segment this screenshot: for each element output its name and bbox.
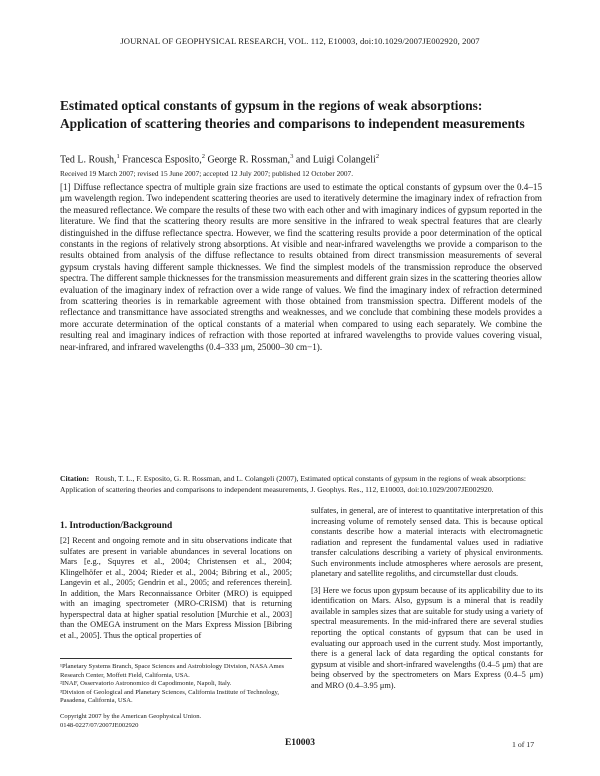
received-dates: Received 19 March 2007; revised 15 June 2007; accepted 12 July 2007; published 12 October 2007.	[60, 169, 354, 178]
copyright-block	[60, 713, 201, 730]
paragraph-number: [1]	[60, 182, 71, 192]
author-affiliation-mark: 1	[116, 153, 120, 160]
footnotes	[60, 658, 292, 706]
body-paragraph: [3] Here we focus upon gypsum because of its applicability due to its identification on Mars. Also, gypsum is a mineral that is readily available in samples sizes that are suitable for study using a variety of spectral measurements. In the mid-infrared there are several studies reporting the optical constants of gypsum that can be used in evaluating our approach used in the current study. Most importantly, there is a general lack of data regarding the optical constants for gypsum at visible and short-infrared wavelengths (0.4–5 μm) that are being observed by the spectrometers on Mars Express (0.4–5 μm) and MRO (0.4–3.95 μm).	[311, 585, 543, 690]
citation	[60, 474, 540, 495]
running-head: JOURNAL OF GEOPHYSICAL RESEARCH, VOL. 112, E10003, doi:10.1029/2007JE002920, 2007	[120, 36, 480, 46]
page-number: 1 of 17	[512, 740, 535, 749]
citation-label: Citation:	[60, 474, 90, 483]
right-column	[311, 506, 543, 691]
author-affiliation-mark: 3	[290, 153, 294, 160]
copyright-notice: Copyright 2007 by the American Geophysical Union.	[60, 713, 202, 720]
abstract	[60, 182, 542, 353]
footnote: ¹Planetary Systems Branch, Space Sciences and Astrobiology Division, NASA Ames Research Center, Moffett Field, California, USA.	[60, 663, 285, 679]
author: Ted L. Roush,	[60, 154, 117, 166]
article-id: E10003	[284, 738, 316, 748]
left-column	[60, 506, 292, 641]
author-list	[60, 153, 379, 165]
author: George R. Rossman,	[207, 154, 291, 166]
article-title: Estimated optical constants of gypsum in the regions of weak absorptions: Application of scattering theories and comparisons to independent measurements	[60, 98, 525, 131]
copyright-code: 0148-0227/07/2007JE002920	[60, 721, 139, 729]
author-affiliation-mark: 2	[375, 153, 380, 160]
author: Francesca Esposito,	[122, 154, 202, 166]
citation-text: Roush, T. L., F. Esposito, G. R. Rossman, and L. Colangeli (2007), Estimated optical constants of gypsum in the regions of weak absorptions: Application of scattering theories and comparisons to independent measurements, J. Geophys. Res., 112, E10003, doi:10.1029/2007JE002920.	[60, 474, 526, 494]
body-paragraph: sulfates, in general, are of interest to quantitative interpretation of this increasing volume of remotely sensed data. This is because optical constants describe how a material interacts with electromagnetic radiation and represent the fundamental values used in radiative transfer calculations describing a variety of physical environments. Such environments include atmospheres where aerosols are present, planetary and satellite regoliths, and circumstellar dust clouds.	[311, 506, 543, 579]
body-paragraph: [2] Recent and ongoing remote and in situ observations indicate that sulfates are present in variable abundances in several locations on Mars [e.g., Squyres et al., 2004; Christensen et al., 2004; Klingelhöfer et al., 2004; Rieder et al., 2004; Bibring et al., 2005; Langevin et al., 2005; Gendrin et al., 2005; and references therein]. In addition, the Mars Reconnaissance Orbiter (MRO) is equipped with an imaging spectrometer (MRO-CRISM) that is returning hyperspectral data at higher spatial resolution [Murchie et al., 2003] than the OMEGA instrument on the Mars Express Mission [Bibring et al., 2005]. Thus the optical properties of	[60, 536, 292, 640]
author-affiliation-mark: 2	[201, 153, 205, 160]
author: and Luigi Colangeli	[295, 154, 376, 166]
abstract-text: Diffuse reflectance spectra of multiple grain size fractions are used to estimate the optical constants of gypsum over the 0.4–15 μm wavelength region. Two independent scattering theories are used to iteratively determine the imaginary index of refraction from the measured reflectance. We compare the results of these two with each other and with imaginary indices of gypsum reported in the literature. We find that the scattering theory results are more sensitive in the infrared to weak spectral features that are clearly distinguished in the diffuse reflectance spectra. However, we find the scattering results provide a poor determination of the optical constants in the regions of relatively strong absorptions. At visible and near-infrared wavelengths we provide a comparison to the results obtained from analysis of the diffuse reflectance to results obtained from direct transmission measurements of several gypsum crystals having different sample thicknesses. We find the simplest models of the transmission reproduce the observed spectra. The different sample thicknesses for the transmission measurements and different grain sizes in the scattering theories allow evaluation of the imaginary index of refraction over a wide range of values. We find the imaginary index of refraction determined from scattering theories is in remarkable agreement with those obtained from transmission spectra. Different models of the reflectance and transmittance have associated strengths and weaknesses, and we conclude that combining these models provides a more accurate determination of the optical constants of a material when compared to using each separately. We combine the resulting real and imaginary indices of refraction with those reported at infrared wavelengths to provide values covering visual, near-infrared, and infrared wavelengths (0.4–333 μm, 25000–30 cm−1).	[60, 182, 542, 352]
footnote: ³Division of Geological and Planetary Sciences, California Institute of Technology, Pasadena, California, USA.	[60, 688, 280, 705]
section-heading: 1. Introduction/Background	[60, 521, 173, 531]
footnote: ²INAF, Osservatorio Astronomico di Capodimonte, Napoli, Italy.	[60, 680, 232, 688]
